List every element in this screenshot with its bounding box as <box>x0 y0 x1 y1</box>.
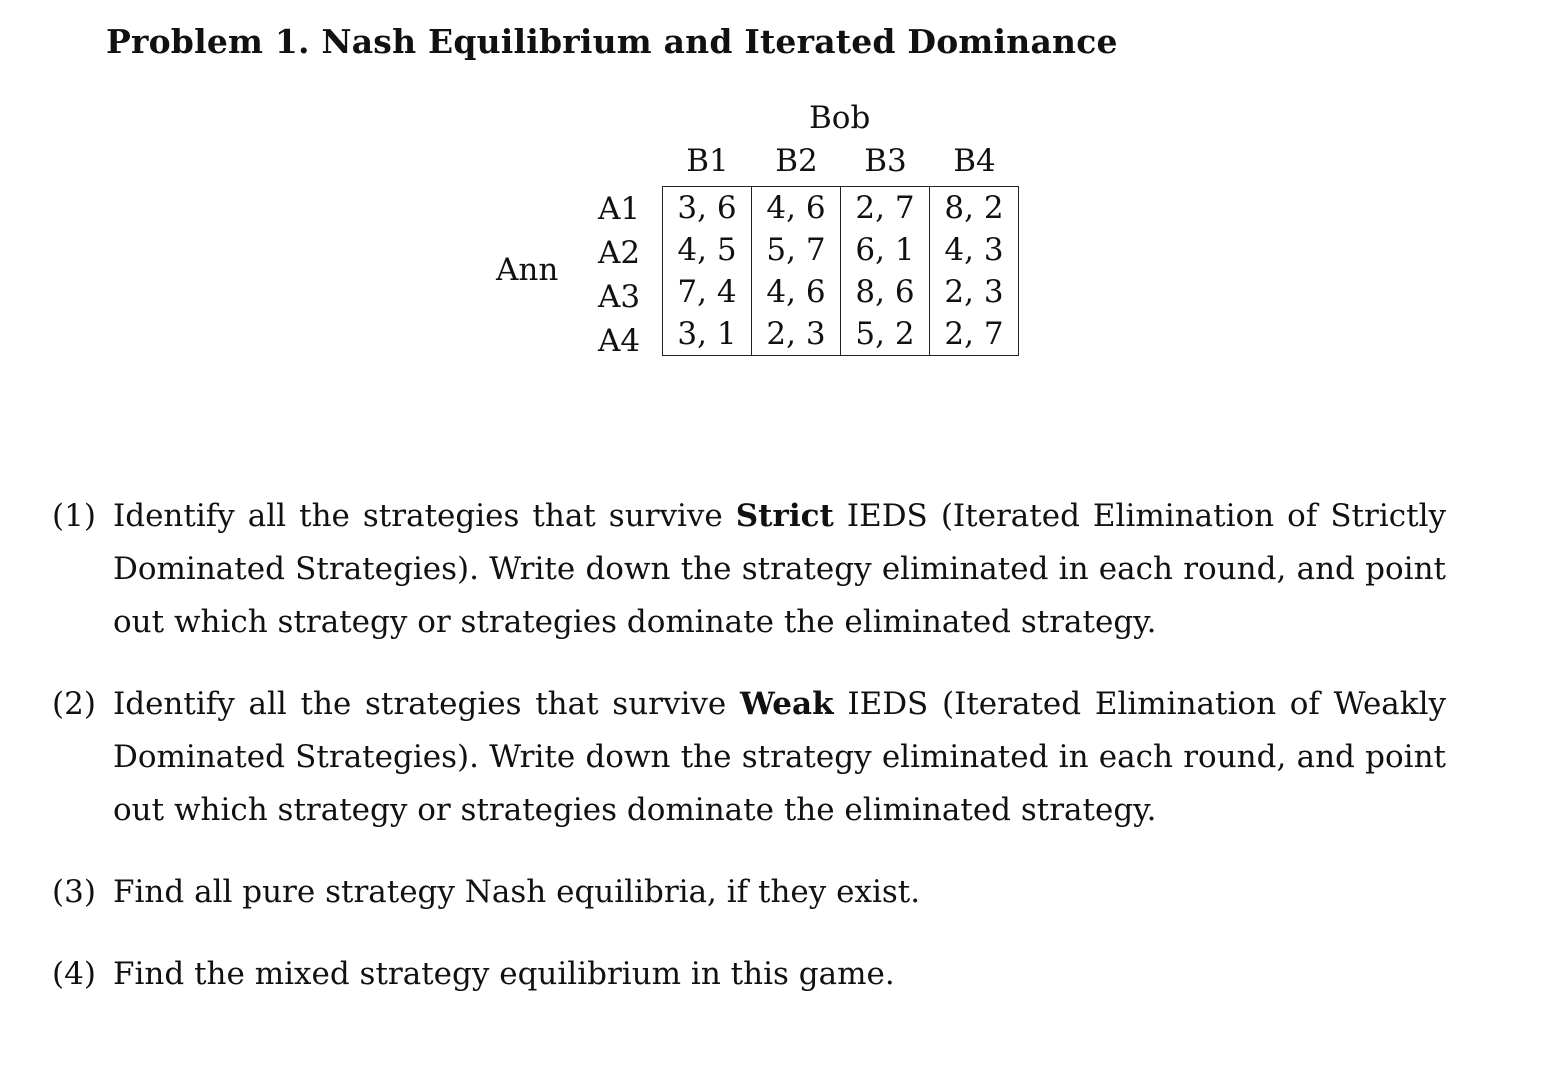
payoff-cell: 5, 7 <box>752 229 841 271</box>
question-text: IEDS (Iterated Elimination of Strictly Dominated Strategies). Write down the strategy eliminated in each round, and point out which strategy or strategies dominate the eliminated strategy. <box>113 498 1446 640</box>
payoff-cell: 4, 3 <box>930 229 1019 271</box>
question-number: (4) <box>52 956 96 992</box>
payoff-cell: 2, 3 <box>930 271 1019 313</box>
payoff-cell: 2, 3 <box>752 313 841 356</box>
column-strategy-labels <box>663 143 1020 183</box>
column-label-b4: B4 <box>953 143 996 179</box>
column-label-b3: B3 <box>864 143 907 179</box>
payoff-cell: 5, 2 <box>841 313 930 356</box>
question-1 <box>52 490 1446 649</box>
payoff-cell: 3, 1 <box>663 313 752 356</box>
row-label-a2: A2 <box>598 235 641 271</box>
payoff-cell: 2, 7 <box>841 187 930 230</box>
question-3 <box>52 866 1446 919</box>
question-text: Find all pure strategy Nash equilibria, if they exist. <box>113 874 921 910</box>
column-player-label: Bob <box>809 100 871 136</box>
question-2 <box>52 678 1446 837</box>
question-text: IEDS (Iterated Elimination of Weakly Dominated Strategies). Write down the strategy eliminated in each round, and point out which strategy or strategies dominate the eliminated strategy. <box>113 686 1446 828</box>
payoff-cell: 6, 1 <box>841 229 930 271</box>
payoff-cell: 8, 6 <box>841 271 930 313</box>
problem-title: Problem 1. Nash Equilibrium and Iterated Dominance <box>106 22 1118 61</box>
question-text: Find the mixed strategy equilibrium in this game. <box>113 956 895 992</box>
row-label-a1: A1 <box>598 191 641 227</box>
question-number: (3) <box>52 874 96 910</box>
payoff-row-a4 <box>663 313 1019 356</box>
payoff-row-a2 <box>663 229 1019 271</box>
question-emphasis: Weak <box>740 686 834 722</box>
payoff-matrix <box>662 186 1019 356</box>
question-number: (1) <box>52 498 96 534</box>
question-list <box>52 490 1446 1030</box>
payoff-row-a3 <box>663 271 1019 313</box>
question-number: (2) <box>52 686 96 722</box>
payoff-cell: 8, 2 <box>930 187 1019 230</box>
row-label-a3: A3 <box>598 279 641 315</box>
question-text: Identify all the strategies that survive <box>113 498 736 534</box>
question-text: Identify all the strategies that survive <box>113 686 741 722</box>
payoff-cell: 3, 6 <box>663 187 752 230</box>
row-player-label: Ann <box>496 252 559 288</box>
payoff-cell: 4, 6 <box>752 187 841 230</box>
question-emphasis: Strict <box>735 498 834 534</box>
row-label-a4: A4 <box>598 323 641 359</box>
question-4 <box>52 948 1446 1001</box>
payoff-cell: 4, 5 <box>663 229 752 271</box>
payoff-cell: 4, 6 <box>752 271 841 313</box>
payoff-row-a1 <box>663 187 1019 230</box>
row-strategy-labels <box>598 187 658 363</box>
payoff-cell: 7, 4 <box>663 271 752 313</box>
column-label-b1: B1 <box>686 143 729 179</box>
column-label-b2: B2 <box>775 143 818 179</box>
payoff-cell: 2, 7 <box>930 313 1019 356</box>
